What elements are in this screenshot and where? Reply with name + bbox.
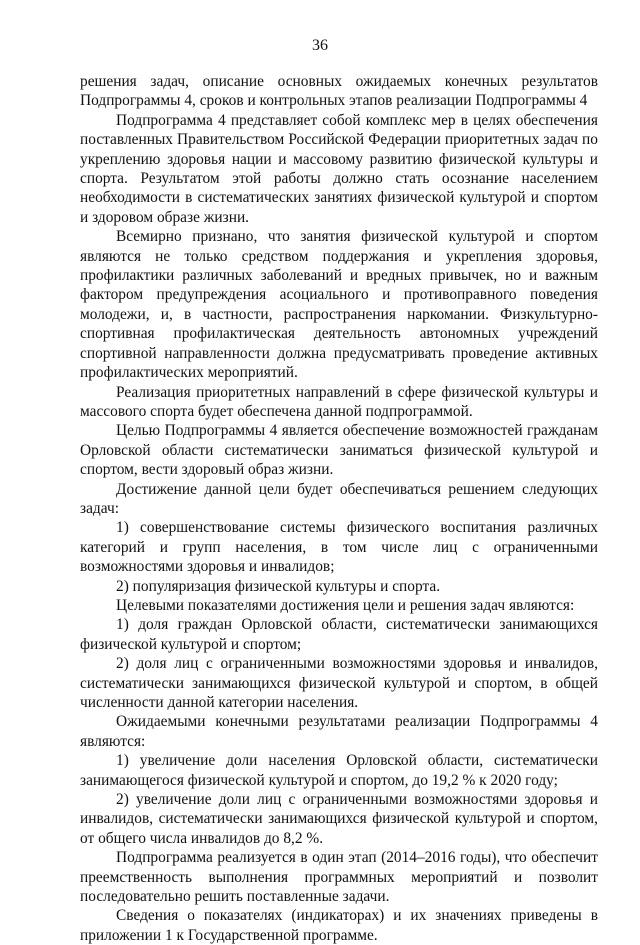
document-body [80, 72, 598, 945]
list-item-task-1: 1) совершенствование системы физического воспитания различных категорий и групп населения, в том числе лиц с ограниченными возможностями здоровья и инвалидов; [80, 519, 598, 576]
paragraph-priority-directions: Реализация приоритетных направлений в сфере физической культуры и массового спорта будет обеспечена данной подпрограммой. [80, 383, 598, 420]
paragraph-indicators-intro: Целевыми показателями достижения цели и решения задач являются: [116, 596, 575, 614]
list-item-result-1: 1) увеличение доли населения Орловской области, систематически занимающегося физической культурой и спортом, до 19,2 % к 2020 году; [80, 752, 598, 789]
paragraph-section-heading-continued: решения задач, описание основных ожидаемых конечных результатов Подпрограммы 4, сроков и контрольных этапов реализации Подпрограммы 4 [80, 73, 598, 110]
paragraph-expected-results-intro: Ожидаемыми конечными результатами реализации Подпрограммы 4 являются: [80, 713, 598, 750]
list-item-indicator-2: 2) доля лиц с ограниченными возможностями здоровья и инвалидов, систематически занимающихся физической культурой и спортом, в общей численности данной категории населения. [80, 655, 598, 711]
paragraph-tasks-intro: Достижение данной цели будет обеспечиваться решением следующих задач: [80, 480, 598, 517]
list-item-indicator-1: 1) доля граждан Орловской области, систематически занимающихся физической культурой и спортом; [80, 616, 598, 653]
paragraph-implementation-stage: Подпрограмма реализуется в один этап (2014–2016 годы), что обеспечит преемственность выполнения программных мероприятий и позволит последовательно решить поставленные задачи. [80, 849, 598, 906]
paragraph-appendix-reference: Сведения о показателях (индикаторах) и их значениях приведены в приложении 1 к Государственной программе. [80, 907, 598, 944]
page-number: 36 [312, 37, 328, 54]
paragraph-worldwide-recognition: Всемирно признано, что занятия физической культурой и спортом являются не только средством поддержания и укрепления здоровья, профилактики различных заболеваний и вредных привычек, но и важным фактором предупреждения асоциального и противоправного поведения молодежи, и, в частности, распространения наркомании. Физкультурно-спортивная профилактическая деятельность автономных учреждений спортивной направленности должна предусматривать проведение активных профилактических мероприятий. [80, 228, 598, 382]
paragraph-goal: Целью Подпрограммы 4 является обеспечение возможностей гражданам Орловской области систематически заниматься физической культурой и спортом, вести здоровый образ жизни. [80, 422, 598, 479]
list-item-task-2: 2) популяризация физической культуры и спорта. [116, 577, 441, 595]
paragraph-subprogram-description: Подпрограмма 4 представляет собой комплекс мер в целях обеспечения поставленных Правительством Российской Федерации приоритетных задач по укреплению здоровья нации и массовому развитию физической культуры и спорта. Результатом этой работы должно стать осознание населением необходимости в систематических занятиях физической культурой и спортом и здоровом образе жизни. [80, 111, 598, 226]
list-item-result-2: 2) увеличение доли лиц с ограниченными возможностями здоровья и инвалидов, систематически занимающихся физической культурой и спортом, от общего числа инвалидов до 8,2 %. [80, 791, 598, 847]
